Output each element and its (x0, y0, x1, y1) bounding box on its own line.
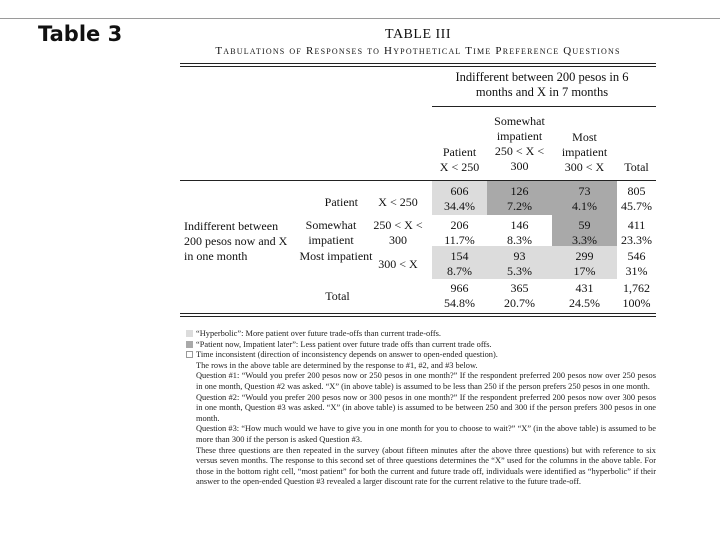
rule-top (180, 63, 656, 64)
col-header-most: Most impatient 300 < X (561, 130, 608, 174)
col-header-total: Total (624, 160, 649, 174)
rule-top-2 (180, 66, 656, 67)
table-cell: 966 54.8% (444, 281, 475, 310)
slide-title: Table 3 (38, 22, 123, 46)
row-label-somewhat: Somewhat impatient (305, 218, 357, 247)
legend-item: Time inconsistent (direction of inconsistency depends on answer to open-ended question). (186, 350, 656, 361)
slide-top-rule (0, 18, 720, 19)
note-paragraph: Question #1: “Would you prefer 200 pesos now or 250 pesos in one month?” If the respondent preferred 200 pesos now over 250 pesos in one month, Question #2 was asked. “X” (in above table) is assumed to be less than 250 if the person prefers 250 pesos in one month. (196, 371, 656, 391)
note-paragraph: Question #2: “Would you prefer 200 pesos now or 300 pesos in one month?” If the respondent preferred 200 pesos now over 300 pesos in one month, Question #3 was asked. “X” (in above table) is assumed to be between 250 and 300 if the person prefers 300 pesos in one month. (196, 392, 656, 423)
table-cell: 154 8.7% (447, 249, 472, 278)
row-cond-somewhat: 250 < X < 300 (373, 218, 423, 247)
table-number: TABLE III (385, 27, 451, 42)
col-header-patient: Patient X < 250 (439, 145, 480, 174)
legend-swatch-light (186, 330, 193, 337)
row-group-label: Indifferent between 200 pesos now and X in one month (184, 219, 288, 263)
note-paragraph: Question #3: “How much would we have to give you in one month for you to choose to wait?” “X” (in the above table) is assumed to be more than 300 if the person is asked Question #3. (196, 424, 656, 444)
table-cell: 146 8.3% (507, 218, 532, 247)
row-cond-patient: X < 250 (378, 195, 418, 209)
table-cell: 546 31% (625, 249, 648, 278)
table-cell: 93 5.3% (507, 249, 532, 278)
table-cell: 805 45.7% (621, 184, 652, 213)
legend-swatch-dark (186, 341, 193, 348)
col-header-somewhat: Somewhat impatient 250 < X < 300 (494, 114, 545, 173)
column-group-header: Indifferent between 200 pesos in 6 months and X in 7 months (455, 70, 629, 99)
table-cell: 411 23.3% (621, 218, 652, 247)
table-cell: 126 7.2% (507, 184, 532, 213)
note-paragraph: The rows in the above table are determined by the response to #1, #2, and #3 below. (196, 360, 478, 370)
table-cell: 206 11.7% (444, 218, 475, 247)
legend-item: “Patient now, Impatient later”: Less patient over future trade offs than current trade offs. (186, 340, 656, 351)
table-cell: 365 20.7% (504, 281, 535, 310)
table-cell: 606 34.4% (444, 184, 475, 213)
rule-col-group (432, 106, 656, 107)
legend-swatch-white (186, 351, 193, 358)
table-heading (180, 27, 656, 57)
table-notes (186, 329, 656, 488)
table-caption: Tabulations of Responses to Hypothetical Time Preference Questions (215, 45, 621, 57)
row-label-total: Total (325, 289, 350, 303)
table-cell: 59 3.3% (572, 218, 597, 247)
table-cell: 73 4.1% (572, 184, 597, 213)
row-label-patient: Patient (324, 195, 358, 209)
table-cell: 1,762 100% (622, 281, 651, 310)
rule-bottom-2 (180, 316, 656, 317)
legend-item: “Hyperbolic”: More patient over future trade-offs than current trade-offs. (186, 329, 656, 340)
rule-header-bottom (180, 180, 656, 181)
row-cond-most: 300 < X (378, 257, 418, 271)
table-cell: 431 24.5% (569, 281, 600, 310)
row-label-most: Most impatient (299, 249, 373, 263)
note-paragraph: These three questions are then repeated in the survey (about fifteen minutes after the above three questions) but with reference to six versus seven months. The response to this second set of three questions determines the “X” used for the columns in the above table. For those in the bottom right cell, “most patient” for both the current and future trade off, individuals were identified as “hyperbolic” if their answer to the open-ended Question #3 revealed a larger discount rate for the current relative to the future trade-off. (196, 445, 656, 487)
rule-bottom (180, 313, 656, 314)
table-cell: 299 17% (573, 249, 596, 278)
